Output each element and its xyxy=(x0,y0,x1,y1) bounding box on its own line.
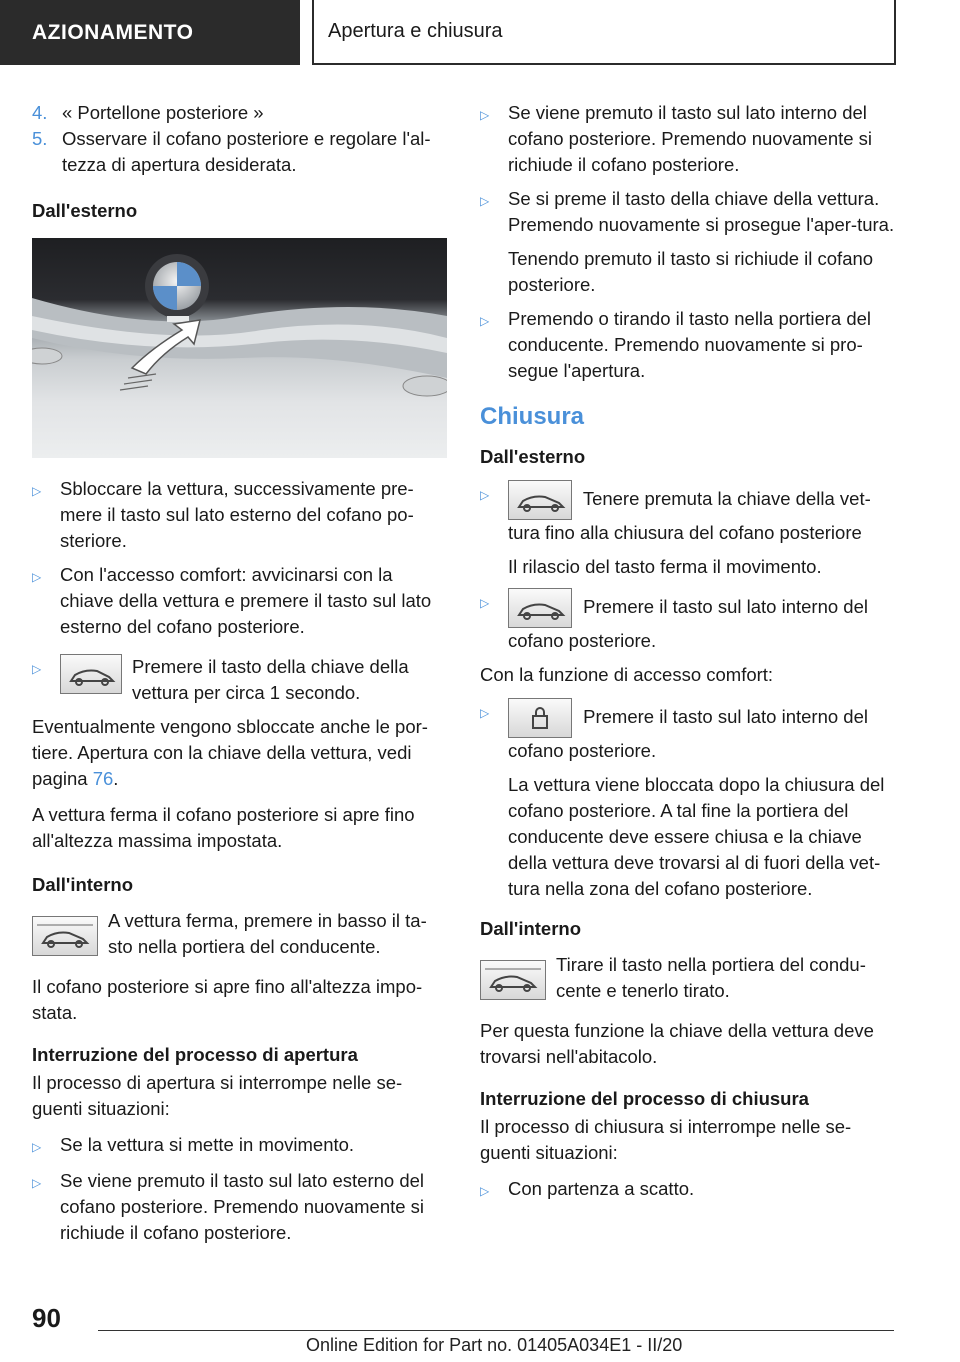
bullet-text: Sbloccare la vettura, successivamente pre-mere il tasto sul lato esterno del cofano po-steriore. xyxy=(60,478,414,551)
bullet-text: Se la vettura si mette in movimento. xyxy=(60,1134,355,1155)
bullet-text: Se viene premuto il tasto sul lato interno del cofano posteriore. Premendo nuovamente si richiude il cofano posteriore. xyxy=(508,102,873,175)
photo-illustration xyxy=(32,238,447,458)
car-trunk-icon xyxy=(508,480,572,520)
page-number: 90 xyxy=(32,1303,61,1333)
chapter-title: Apertura e chiusura xyxy=(328,20,503,42)
bullet-item xyxy=(480,100,898,178)
paragraph-text-end: . xyxy=(113,768,119,789)
triangle-bullet-icon: ▷ xyxy=(32,1140,42,1154)
step-text: Osservare il cofano posteriore e regolare l'al-tezza di apertura desiderata. xyxy=(62,128,431,175)
paragraph: Il cofano posteriore si apre fino all'altezza impo-stata. xyxy=(32,976,423,1023)
triangle-bullet-icon: ▷ xyxy=(32,570,42,584)
bullet-item xyxy=(32,1132,450,1160)
bullet-item-with-icon xyxy=(480,588,898,654)
heading-interrupt-open: Interruzione del processo di apertura xyxy=(32,1044,358,1065)
left-column xyxy=(32,100,450,1254)
bullet-text xyxy=(508,480,898,546)
bullet-text xyxy=(508,698,898,764)
paragraph xyxy=(32,714,450,792)
instruction-text: Tirare il tasto nella portiera del condu-cente e tenerlo tirato. xyxy=(556,954,866,1001)
chapter-tab xyxy=(312,0,896,65)
triangle-bullet-icon: ▷ xyxy=(480,314,490,328)
step-text: « Portellone posteriore » xyxy=(62,102,264,123)
triangle-bullet-icon: ▷ xyxy=(32,1176,42,1190)
bullet-text xyxy=(508,588,898,654)
lock-icon xyxy=(508,698,572,738)
paragraph: Il processo di apertura si interrompe nelle se-guenti situazioni: xyxy=(32,1072,403,1119)
footer-divider xyxy=(98,1330,894,1331)
heading-inside-close: Dall'interno xyxy=(480,918,582,939)
bullet-item-with-icon xyxy=(32,654,450,706)
paragraph-text: Eventualmente vengono sbloccate anche le por-tiere. Apertura con la chiave della vettura, vedi pagina xyxy=(32,716,428,789)
step-item xyxy=(32,100,450,126)
instruction-text: A vettura ferma, premere in basso il ta-sto nella portiera del conducente. xyxy=(108,910,427,957)
bullet-item xyxy=(32,1168,450,1246)
heading-inside: Dall'interno xyxy=(32,874,134,895)
triangle-bullet-icon: ▷ xyxy=(32,662,42,676)
car-trunk-icon xyxy=(60,654,122,694)
step-number: 5. xyxy=(32,128,48,149)
triangle-bullet-icon: ▷ xyxy=(480,596,490,610)
bullet-text-content: Premere il tasto sul lato interno del cofano posteriore. xyxy=(508,595,868,651)
triangle-bullet-icon: ▷ xyxy=(480,706,490,720)
triangle-bullet-icon: ▷ xyxy=(32,484,42,498)
sub-note: La vettura viene bloccata dopo la chiusura del cofano posteriore. A tal fine la portiera del conducente deve essere chiusa e la chiave della vettura deve trovarsi al di fuori della vet-tura nella zona del cofano posteriore. xyxy=(508,774,885,899)
bullet-text-content: Premere il tasto sul lato interno del cofano posteriore. xyxy=(508,705,868,761)
bullet-text: Se si preme il tasto della chiave della vettura. Premendo nuovamente si prosegue l'aper-tura. xyxy=(508,188,895,235)
bullet-item xyxy=(32,562,450,640)
bullet-item xyxy=(480,1176,898,1204)
sub-note: Tenendo premuto il tasto si richiude il cofano posteriore. xyxy=(508,248,874,295)
car-trunk-button-icon xyxy=(480,960,546,1000)
bullet-item-with-icon xyxy=(480,480,898,546)
heading-outside-close: Dall'esterno xyxy=(480,446,586,467)
triangle-bullet-icon: ▷ xyxy=(480,488,490,502)
heading-outside: Dall'esterno xyxy=(32,200,138,221)
car-trunk-icon xyxy=(508,588,572,628)
heading-interrupt-close: Interruzione del processo di chiusura xyxy=(480,1088,809,1109)
bullet-text: Con partenza a scatto. xyxy=(508,1178,695,1199)
bullet-text: Se viene premuto il tasto sul lato esterno del cofano posteriore. Premendo nuovamente si richiude il cofano posteriore. xyxy=(60,1170,425,1243)
section-tab xyxy=(0,0,300,65)
section-title: AZIONAMENTO xyxy=(32,20,194,44)
paragraph: Con la funzione di accesso comfort: xyxy=(480,664,774,685)
triangle-bullet-icon: ▷ xyxy=(480,108,490,122)
inside-instruction xyxy=(32,908,450,960)
triangle-bullet-icon: ▷ xyxy=(480,194,490,208)
trunk-button-photo xyxy=(32,238,447,458)
bullet-item xyxy=(480,306,898,384)
car-trunk-button-icon xyxy=(32,916,98,956)
paragraph: Per questa funzione la chiave della vettura deve trovarsi nell'abitacolo. xyxy=(480,1020,874,1067)
step-item xyxy=(32,126,450,178)
bullet-text-content: Tenere premuta la chiave della vet-tura fino alla chiusura del cofano posteriore xyxy=(508,487,871,543)
sub-note: Il rilascio del tasto ferma il movimento. xyxy=(508,556,822,577)
triangle-bullet-icon: ▷ xyxy=(480,1184,490,1198)
bullet-text: Premendo o tirando il tasto nella portiera del conducente. Premendo nuovamente si pro-segue l'apertura. xyxy=(508,308,872,381)
paragraph: Il processo di chiusura si interrompe nelle se-guenti situazioni: xyxy=(480,1116,852,1163)
bullet-item xyxy=(480,186,898,238)
bullet-item-with-icon xyxy=(480,698,898,764)
inside-instruction xyxy=(480,952,898,1004)
heading-close: Chiusura xyxy=(480,403,585,430)
page-link[interactable]: 76 xyxy=(92,768,114,789)
bullet-item xyxy=(32,476,450,554)
step-number: 4. xyxy=(32,102,48,123)
bullet-text: Premere il tasto della chiave della vettura per circa 1 secondo. xyxy=(132,656,409,703)
bullet-text: Con l'accesso comfort: avvicinarsi con la chiave della vettura e premere il tasto sul lato esterno del cofano posteriore. xyxy=(60,564,432,637)
edition-text: Online Edition for Part no. 01405A034E1 - II/20 xyxy=(306,1335,683,1355)
right-column xyxy=(480,100,898,1212)
paragraph: A vettura ferma il cofano posteriore si apre fino all'altezza massima impostata. xyxy=(32,804,415,851)
